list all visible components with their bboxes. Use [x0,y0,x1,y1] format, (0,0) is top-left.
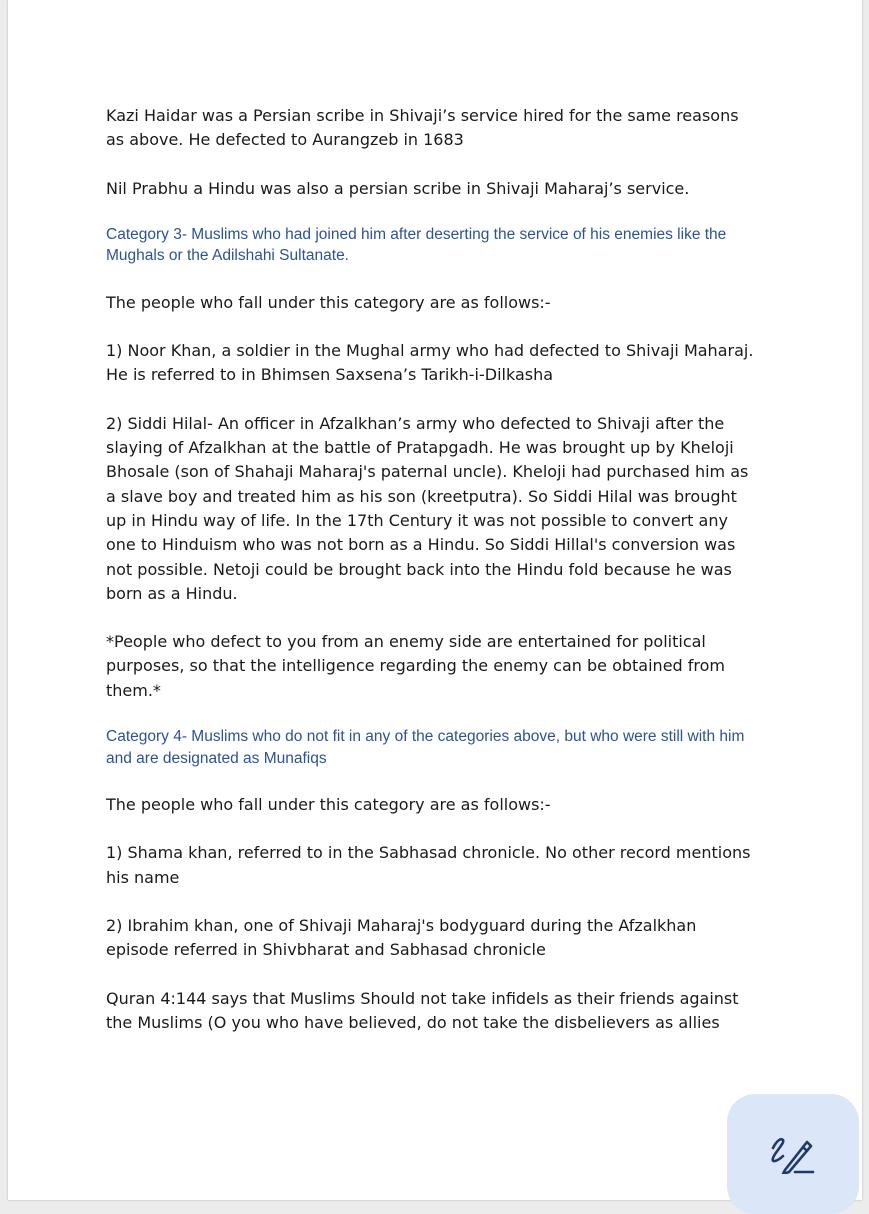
paragraph-nil-prabhu: Nil Prabhu a Hindu was also a persian scribe in Shivaji Maharaj’s service. [106,178,690,198]
paragraph-kazi-haidar: Kazi Haidar was a Persian scribe in Shivaji’s service hired for the same reasons as above. He defected to Aurangzeb in 1683 [106,106,739,150]
edit-fab-button[interactable] [727,1094,859,1214]
paragraph-shama-khan: 1) Shama khan, referred to in the Sabhasad chronicle. No other record mentions his name [106,843,751,887]
heading-category-3: Category 3- Muslims who had joined him after deserting the service of his enemies like the Mughals or the Adilshahi Sultanate. [106,225,727,265]
heading-category-4: Category 4- Muslims who do not fit in any of the categories above, but who were still with him and are designated as Munafiqs [106,728,745,767]
paragraph-quran-quote: Quran 4:144 says that Muslims Should not take infidels as their friends against the Muslims (O you who have believed, do not take the disbelievers as allies [106,988,739,1032]
document-body [106,104,756,1035]
paragraph-siddi-hilal: 2) Siddi Hilal- An officer in Afzalkhan’s army who defected to Shivaji after the slaying of Afzalkhan at the battle of Pratapgadh. He was brought up by Kheloji Bhosale (son of Shahaji Maharaj's paternal uncle). Kheloji had purchased him as a slave boy and treated him as his son (kreetputra). So Siddi Hilal was brought up in Hindu way of life. In the 17th Century it was not possible to convert any one to Hinduism who was not born as a Hindu. So Siddi Hillal's conversion was not possible. Netoji could be brought back into the Hindu fold because he was born as a Hindu. [106,413,749,603]
paragraph-category-4-intro: The people who fall under this category are as follows:- [106,795,551,815]
paragraph-defector-note: *People who defect to you from an enemy side are entertained for political purposes, so that the intelligence regarding the enemy can be obtained from them.* [106,632,726,700]
paragraph-ibrahim-khan: 2) Ibrahim khan, one of Shivaji Maharaj's bodyguard during the Afzalkhan episode referred in Shivbharat and Sabhasad chronicle [106,915,697,960]
document-page [8,0,862,1200]
paragraph-noor-khan: 1) Noor Khan, a soldier in the Mughal army who had defected to Shivaji Maharaj. He is referred to in Bhimsen Saxsena’s Tarikh-i-Dilkasha [106,341,754,385]
paragraph-category-3-intro: The people who fall under this category are as follows:- [106,292,551,312]
edit-pen-icon [769,1134,817,1174]
